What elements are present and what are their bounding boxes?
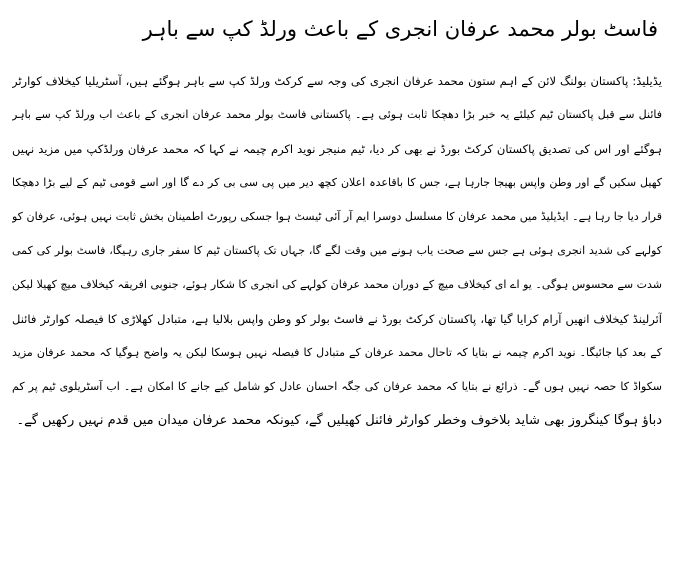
article-line: سکواڈ کا حصہ نہیں ہوں گے۔ ذرائع نے بتایا کہ محمد عرفان کی جگہ احسان عادل کو شامل کیے جانے کا امکان ہے۔ اب آسٹریلوی ٹیم پر کم xyxy=(12,380,662,393)
article-line: کے بعد کیا جائیگا۔ نوید اکرم چیمہ نے بتایا کہ تاحال محمد عرفان کے متبادل کا فیصلہ نہیں ہوسکا لیکن یہ واضح ہوگیا کہ محمد عرفان مزید xyxy=(12,346,662,359)
article-line: کولہے کی شدید انجری ہوئی ہے جس سے صحت یاب ہونے میں وقت لگے گا، جہاں تک پاکستان ٹیم کا سفر جاری رہیگا، فاسٹ بولر کی کمی xyxy=(12,244,662,257)
article-body xyxy=(12,64,662,438)
article-line: ہوگئے اور اس کی تصدیق پاکستان کرکٹ بورڈ نے بھی کر دیا، ٹیم منیجر نوید اکرم چیمہ نے کہا کہ محمد عرفان ورلڈکپ میں مزید نہیں xyxy=(12,142,662,156)
article-line: آئرلینڈ کیخلاف انھیں آرام کرایا گیا تھا، پاکستان کرکٹ بورڈ نے فاسٹ بولر کو وطن واپس بلالیا ہے، متبادل کھلاڑی کا فیصلہ کوارٹر فائنل xyxy=(12,312,662,326)
article-line: کھیل سکیں گے اور وطن واپس بھیجا جارہا ہے، جس کا باقاعدہ اعلان کچھ دیر میں پی سی بی کر دے گا اور اسے قومی ٹیم کے لیے بڑا دھچکا xyxy=(12,176,662,189)
article-headline: فاسٹ بولر محمد عرفان انجری کے باعث ورلڈ کپ سے باہر xyxy=(142,17,658,41)
article-line: قرار دیا جا رہا ہے۔ ایڈیلیڈ میں محمد عرفان کا مسلسل دوسرا ایم آر آئی ٹیسٹ ہوا جسکی رپورٹ اطمینان بخش ثابت نہیں ہوئی، عرفان کو xyxy=(12,210,662,223)
article-line: شدت سے محسوس ہوگی۔ یو اے ای کیخلاف میچ کے دوران محمد عرفان کولہے کی انجری کا شکار ہوئے، جنوبی افریقہ کیخلاف میچ کھیلا لیکن xyxy=(12,278,662,291)
article-line: فائنل سے قبل پاکستان ٹیم کیلئے یہ خبر بڑا دھچکا ثابت ہوئی ہے۔ پاکستانی فاسٹ بولر محمد عرفان انجری کے باعث اب ورلڈ کپ سے باہر xyxy=(12,108,662,121)
article-line: یڈیلیڈ: پاکستان بولنگ لائن کے اہم ستون محمد عرفان انجری کی وجہ سے کرکٹ ورلڈ کپ سے باہر ہوگئے ہیں، آسٹریلیا کیخلاف کوارٹر xyxy=(12,74,662,88)
article-line: دباؤ ہوگا کینگروز بھی شاید بلاخوف وخطر کوارٹر فائنل کھیلیں گے، کیونکہ محمد عرفان میدان میں قدم نہیں رکھیں گے۔ xyxy=(16,413,662,428)
